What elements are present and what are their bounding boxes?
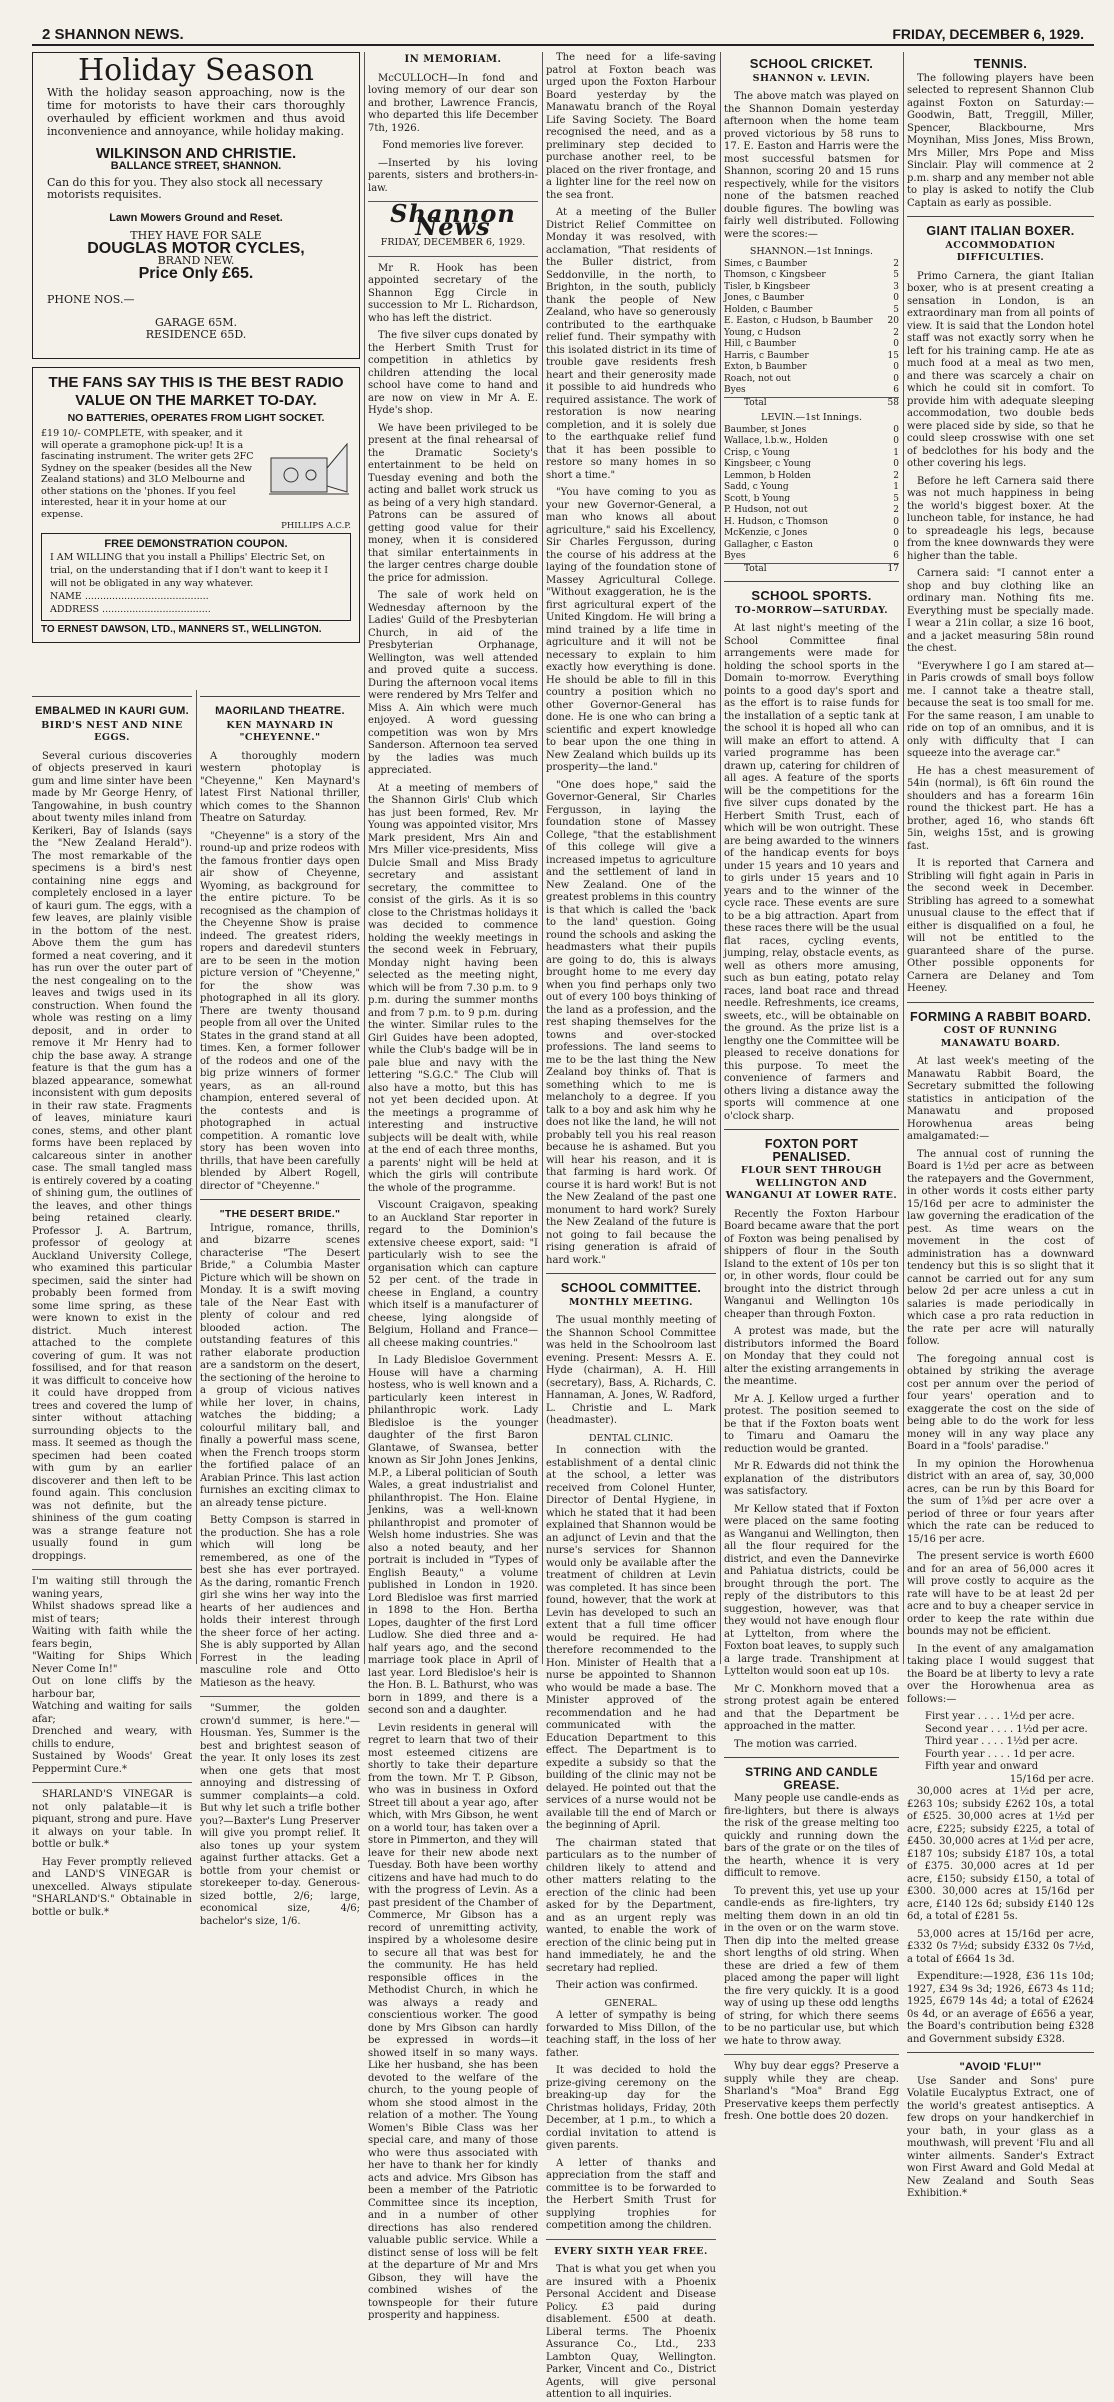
score-row: Crisp, c Young 1 — [724, 447, 899, 458]
news-p2: The five silver cups donated by the Herbert Smith Trust for competition in athletics by children attending the local school have come to hand and are now on view in Mr A. E. Hyde's shop. — [368, 330, 538, 416]
maoriland-p2: "Cheyenne" is a story of the round-up and prize rodeos with the famous frontier days open air show of Cheyenne, Wyoming, as background for the entire picture. To be recognised as the champion of the Cheyenne Show is praise indeed. The greatest riders, ropers and daredevil stunters are to be seen in the motion picture version of "Cheyenne," for the show was photographed in all its glory. There are twenty thousand people from all over the United States in the grand stand at all times. Ken, a former follower of the rodeos and one of the big prize winners of former years, as an all-round champion, entered several of the contests and is photographed in actual competition. A romantic love story has been woven into thrills, that have been carefully blended by Albert Rogell, director of "Cheyenne." — [200, 830, 360, 1192]
committee-p6: It was decided to hold the prize-giving ceremony on the breaking-up day for the Christmas holidays, Friday, 20th December, at 1 p.m., to which a cordial invitation to attend is given parents. — [546, 2065, 716, 2151]
egg-preserver-ad: Why buy dear eggs? Preserve a supply while they are cheap. Sharland's "Moa" Brand Egg Preservative keeps them perfectly fresh. One bottle does 20 dozen. — [724, 2061, 899, 2122]
holiday-ad — [32, 52, 360, 359]
score-row: Tisler, b Kingsbeer 3 — [724, 281, 899, 292]
coupon-body: I AM WILLING that you install a Phillips' Electric Set, on trial, on the understanding that if I don't want to keep it I will not be obligated in any way whatever. — [50, 551, 329, 589]
foxton-p6: Mr C. Monkhorn moved that a strong protest again be entered and that the Department be approached in the matter. — [724, 1683, 899, 1732]
score-row: Harris, c Baumber 15 — [724, 350, 899, 361]
poem-line: "Waiting for Ships Which Never Come In!" — [32, 1651, 192, 1675]
maoriland-subhead: KEN MAYNARD IN "CHEYENNE." — [226, 719, 334, 743]
sports-subhead: TO-MORROW—SATURDAY. — [734, 604, 889, 616]
score-row: Sadd, c Young 1 — [724, 482, 899, 492]
score-row: Kingsbeer, c Young 0 — [724, 459, 899, 469]
shannon-news-nameplate: Shannon News — [390, 199, 516, 241]
rate-row: Fifth year and onward — [925, 1761, 1039, 1772]
foxton-p1: Recently the Foxton Harbour Board became aware that the port of Foxton was being penalised by shippers of flour in the South Island to the extent of 10s per ton or, in other words, flour could be brought into the district through Wanganui and Wellington 10s cheaper than through Foxton. — [724, 1208, 899, 1320]
flu-headline: "AVOID 'FLU!'" — [907, 2052, 1094, 2074]
rate-schedule — [907, 1711, 1094, 1786]
radio-ad — [32, 367, 360, 644]
foxton-p5: Mr Kellow stated that if Foxton were placed on the same footing as Wanganui and Wellington, then all the flour required for the district, and even the Dannevirke and Pahiatua districts, could be brought through the port. The reply of the distributors to this suggestion, however, was that they would not have enough flour at Lyttelton, from where the Foxton boat leaves, to supply such a large trade. Transhipment at Lyttelton would soon eat up 10s. — [724, 1503, 899, 1677]
score-row: Lemmon, b Holden 2 — [724, 470, 899, 481]
committee-p4: Their action was confirmed. — [556, 1980, 698, 1991]
rabbit-p7: 30,000 acres at 1½d per acre, £263 10s; subsidy £262 10s, a total of £525. 30,000 acres at 1½d per acre, £225; subsidy £225, a total of £450. 30,000 acres at 1½d per acre, £187 10s; subsidy £187 10s, a total of £375. 30,000 acres at 1d per acre, £150; subsidy £150, a total of £300. 30,000 acres at 15/16d per acre, £140 12s 6d; subsidy £140 12s 6d, a total of £281 5s. — [907, 1786, 1094, 1922]
col4-p2: At a meeting of the Buller District Relief Committee on Monday it was resolved, with acclamation, "That residents of the Buller district, from Seddonville, in the north, to Brighton, in the south, publicly thank the people of New Zealand, who have so generously contributed to the earthquake relief fund. Their sympathy with this isolated district in its time of trouble gave residents fresh heart and their generosity made it possible to aid hundreds who required assistance. The work of restoration is now nearing completion, and it is solely due to the earthquake relief fund that it has been possible to restore so many homes in so short a time." — [546, 207, 716, 481]
flu-ad: Use Sander and Sons' pure Volatile Eucalyptus Extract, one of the world's greatest antiseptics. A few drops on your handkerchief in your bath, in your glass as a mouthwash, will prevent 'Flu and all winter ailments. Sander's Extract won First Award and Gold Medal at New Zealand and South Seas Exhibition.* — [907, 2075, 1094, 2199]
holiday-price: Price Only £65. — [138, 264, 254, 282]
holiday-cycles: DOUGLAS MOTOR CYCLES, — [87, 239, 305, 257]
rabbit-headline: FORMING A RABBIT BOARD. — [907, 1002, 1094, 1024]
rabbit-p9: Expenditure:—1928, £36 11s 10d; 1927, £34 9s 3d; 1926, £673 4s 11d; 1925, £679 14s 4d; a total of £2624 0s 4d, or an average of £656 a year, the Board's contribution being £328 and Government subsidy £328. — [907, 1971, 1094, 2045]
rabbit-p3: The foregoing annual cost is obtained by striking the average cost per annum over the period of four years' operation and to exaggerate the cost on the side of being able to do the work for less money will in any way place any Board in a "fools' paradise." — [907, 1353, 1094, 1452]
rate-row: First year . . . . 1½d per acre. — [925, 1711, 1075, 1722]
news-p3: We have been privileged to be present at the final rehearsal of the Dramatic Society's entertainment to be held on Tuesday evening and both the acting and ballet work struck us as being of a very high standard. Patrons can be assured of getting good value for their money, when it is considered that similar entertainments in the larger centres charge double the price for admission. — [368, 422, 538, 584]
score-row: Roach, not out 0 — [724, 373, 899, 384]
score-row: Exton, b Baumber 0 — [724, 362, 899, 372]
boxer-p4: "Everywhere I go I am stared at—in Paris crowds of small boys follow me. I cannot take a theatre stall, because the seat is too small for me. For the same reason, I am unable to ride on top of an omnibus, and it is only with difficulty that I can squeeze into the average car." — [907, 660, 1094, 759]
coupon-title: FREE DEMONSTRATION COUPON. — [104, 537, 288, 550]
kauri-headline: EMBALMED IN KAURI GUM. — [32, 696, 192, 718]
poem-line: I'm waiting still through the waning years, — [32, 1576, 192, 1600]
school-committee-headline: SCHOOL COMMITTEE. — [546, 1273, 716, 1295]
news-p7: In Lady Bledisloe Government House will have a charming hostess, who is well known and a particularly keen interest in philanthropic work. Lady Bledisloe is the younger daughter of the first Baron Glantawe, of Swansea, better known as Sir John Jones Jenkins, M.P., a Liberal politician of South Wales, a great industrialist and philanthropist. The Hon. Elaine Jenkins, was a well-known philanthropist and promoter of Welsh home industries. She was also a noted beauty, and her portrait is included in "Types of English Beauty," a volume published in London in 1920. Lord Bledisloe was first married in 1898 to the Hon. Bertha Lopes, daughter of the first Lord Ludlow. She died three and a-half years ago, and the second marriage took place in April of last year. Lord Bledisloe's heir is the Hon. B. L. Bathurst, who was born in 1899, and there is a second son and a daughter. — [368, 1355, 538, 1716]
score-row: Gallagher, c Easton 0 — [724, 539, 899, 550]
score-row: McKenzie, c Jones 0 — [724, 528, 899, 538]
boxer-p1: Primo Carnera, the giant Italian boxer, who is at present creating a sensation in London, is an extraordinary man from all points of view. It is said that the London hotel staff was not exactly sorry when he left for his training camp. He ate as much food at a meal as two men, and there was scarcely a chair on which he could sit in comfort. To provide him with adequate sleeping accommodation, two double beds were placed side by side, so that he could sleep crosswise with one set of bedclothes for his body and the other covering his legs. — [907, 270, 1094, 469]
column-6 — [907, 52, 1094, 2199]
desert-p1: Intrigue, romance, thrills, and bizarre scenes characterise "The Desert Bride," a Columbia Master Picture which will be shown on Monday. It is a swift moving tale of the Near East with plenty of colour and red blooded action. The outstanding features of this rather elaborate production are a sandstorm on the desert, the sectioning of the heroine to a group of vicious natives while her lover, in chains, watches the bidding; a colourful military ball, and finally a powerful mass scene, when the French troops storm the fortified palace of an Arabian Prince. This last action furnishes an exciting climax to an already tense picture. — [200, 1222, 360, 1509]
boxer-p2: Before he left Carnera said there was not much happiness in being the world's biggest boxer. At the luncheon table, for instance, he had to spreadeagle his legs, because from the knee downwards they were higher than the table. — [907, 475, 1094, 562]
score-row: Byes 6 — [724, 385, 899, 395]
column-4 — [546, 52, 716, 2400]
cricket-subhead: SHANNON v. LEVIN. — [752, 72, 871, 84]
holiday-residence: RESIDENCE 65D. — [145, 328, 247, 341]
tennis-p1: The following players have been selected to represent Shannon Club against Foxton on Saturday:—Goodwin, Batt, Treggill, Miller, Spencer, Blackbourne, Mrs Moynihan, Miss Jones, Miss Brown, Mrs Miller, Mrs Pope and Miss Sinclair. Play will commence at 2 p.m. sharp and any member not able to play is asked to notify the Club Captain as early as possible. — [907, 72, 1094, 209]
rabbit-p4: In my opinion the Horowhenua district with an area of, say, 30,000 acres, can be run by this Board for the sum of 1⅝d per acre over a period of three or four years after which the rate can be reduced to 15/16 per acre. — [907, 1458, 1094, 1545]
poem-line: Drenched and weary, with chills to endure, — [32, 1726, 192, 1750]
boxer-headline: GIANT ITALIAN BOXER. — [907, 216, 1094, 238]
poem-line: Sustained by Woods' Great Peppermint Cure.* — [32, 1751, 192, 1775]
memoriam-p3: —Inserted by his loving parents, sisters and brothers-in-law. — [368, 157, 538, 194]
col4-p1: The need for a life-saving patrol at Foxton beach was urged upon the Foxton Harbour Board yesterday by the Manawatu branch of the Royal Life Saving Society. The Board recognised the need, and as a preliminary step decided to purchase another reel, to be placed on the river frontage, and a lighter line for the reel now on the sea front. — [546, 52, 716, 201]
boxer-p3: Carnera said: "I cannot enter a shop and buy clothing like an ordinary man. Nothing fits me. Everything must be specially made. I wear a 21in collar, a size 16 boot, and a jacket measuring 58in round the chest. — [907, 568, 1094, 654]
poem-line: Waiting with faith while the fears begin, — [32, 1626, 192, 1650]
rabbit-p6: In the event of any amalgamation taking place I would suggest that the Board be at liberty to levy a rate over the Horowhenua area as follows:— — [907, 1643, 1094, 1705]
col4-p4: "One does hope," said the Governor-General, Sir Charles Fergusson, in laying the foundation stone of Massey College, "that the establishment of this college will give a increased impetus to agriculture and the settlement of land in New Zealand. One of the greatest problems in this country is that which is called the 'back to the land' question. Going round the schools and asking the headmasters what their pupils are going to do, this is always brought home to me every day when you find perhaps only two out of every 100 boys thinking of the land as a profession, and the rest shaping themselves for the towns and over-stocked professions. The land seems to me to be the last thing the New Zealand boy thinks of. That is something which to me is melancholy to a degree. If you talk to a boy and ask him why he does not like the land, he will not probably tell you his real reason because he is ashamed. But you will hear his reason, and it is that farming is hard work. Of course it is hard work! But is not the New Zealand of the past one monument to hard work? Surely the New Zealand of the future is not going to fail because the rising generation is afraid of hard work." — [546, 779, 716, 1266]
score-row: Byes 6 — [724, 551, 899, 561]
radio-sub: NO BATTERIES, OPERATES FROM LIGHT SOCKET. — [67, 411, 325, 424]
holiday-body: With the holiday season approaching, now is the time for motorists to have their cars thoroughly overhauled by efficient workmen and thus avoid inconvenience and annoyance, while holiday making. — [47, 85, 345, 138]
column-3 — [368, 52, 538, 2321]
tennis-headline: TENNIS. — [973, 56, 1028, 71]
holiday-phone: PHONE NOS.— — [47, 293, 135, 306]
column-2-lower — [200, 690, 360, 1927]
radio-body: £19 10/- COMPLETE, with speaker, and it will operate a gramophone pick-up! It is a fascinating instrument. The writer gets 2FC Sydney on the speaker (besides all the New Zealand stations) and 3LO Melbourne and other stations on the 'phones. If you feel interested, hear it in your home at our expense. — [41, 428, 254, 520]
boxer-subhead: ACCOMMODATION DIFFICULTIES. — [945, 239, 1056, 263]
holiday-title: Holiday Season — [78, 53, 314, 88]
cricket-p1: The above match was played on the Shannon Domain yesterday afternoon when the home team proved victorious by 58 runs to 17. E. Easton and Harris were the most successful batsmen for Shannon, scoring 20 and 15 runs respectively, while for the visitors none of the batsmen reached double figures. The bowling was fairly well distributed. Following were the scores:— — [724, 91, 899, 240]
score-row: Young, c Hudson 2 — [724, 327, 899, 338]
news-p6: Viscount Craigavon, speaking to an Auckland Star reporter in regard to the Dominion's extensive cheese export, said: "I particularly wish to see the organisation which can capture 52 per cent. of the trade in cheese in England, a country which itself is a manufacturer of cheese, lying alongside of Belgium, Holland and France—all cheese making countries." — [368, 1200, 538, 1349]
score-row: Wallace, l.b.w., Holden 0 — [724, 436, 899, 446]
committee-p2: In connection with the establishment of a dental clinic at the school, a letter was received from Colonel Hunter, Director of Dental Hygiene, in which he stated that it had been explained that Shannon would be an adjunct of Levin and that the nurse's services for Shannon would only be available after the treatment of children at Levin was completed. It has since been found, however, that the work at Levin has developed to such an extent that a full time officer would be required. He had therefore recommended to the Hon. Minister of Health that a nurse be appointed to Shannon who would be made a base. The Minister approved of the recommendation and he had communicated with the Education Department to this effect. The Department is to expedite a subsidy so that the building of the clinic may not be delayed. He pointed out that the services of a nurse would not be available till the end of March or the beginning of April. — [546, 1445, 716, 1831]
memoriam-p1: McCULLOCH—In fond and loving memory of our dear son and brother, Lawrence Francis, who departed this life December 7th, 1926. — [368, 72, 538, 134]
holiday-firm: WILKINSON AND CHRISTIE. — [95, 144, 297, 162]
shannon-innings-head: SHANNON.—1st Innings. — [749, 246, 874, 257]
demo-coupon — [41, 533, 351, 621]
cricket-headline: SCHOOL CRICKET. — [749, 56, 874, 71]
score-row: E. Easton, c Hudson, b Baumber 20 — [724, 316, 899, 326]
ad-column-top — [32, 52, 360, 672]
score-row: Thomson, c Kingsbeer 5 — [724, 270, 899, 280]
grease-headline: STRING AND CANDLE GREASE. — [724, 1757, 899, 1791]
lung-preserver-ad: "Summer, the golden crown'd summer, is here."—Housman. Yes, Summer is the best and brightest season of the year. It only loses its zest when one gets that most annoying and distressing of summer complaints—a cold. But why let such a trifle bother you?—Baxter's Lung Preserver will give you prompt relief. It also tones up your system against further attacks. Get a bottle from your chemist or storekeeper to-day. Generous-sized bottle, 2/6; large, economical size, 4/6; bachelor's size, 1/6. — [200, 1703, 360, 1927]
holiday-sale: THEY HAVE FOR SALE — [130, 229, 262, 242]
school-committee-subhead: MONTHLY MEETING. — [569, 1296, 693, 1308]
coupon-name: NAME ......................................... — [50, 590, 209, 602]
rabbit-p2: The annual cost of running the Board is 1½d per acre as between the ratepayers and the Government, in other words it costs either party 15/16d per acre to administer the law governing the eradication of the pest. As time wears on the movement in the cost of administration has a downward tendency but this is so slight that it cannot be carried out for any sum below 2d per acre unless a cut in salaries is made periodically in which case a pro rata reduction in the rate per acre will naturally follow. — [907, 1148, 1094, 1347]
hayfever-ad: Hay Fever promptly relieved and LAND'S VINEGAR is unexcelled. Always stipulate "SHARLAND'S." Obtainable in bottle or bulk.* — [32, 1856, 192, 1918]
levin-scorecard — [724, 425, 899, 576]
score-row: Baumber, st Jones 0 — [724, 424, 899, 435]
committee-p3: The chairman stated that particulars as to the number of children likely to attend and other matters relating to the erection of the clinic had been asked for by the Department, and as an urgent reply was wanted, to enable the work of erection of the clinic being put in hand immediately, he and the secretary had replied. — [546, 1837, 716, 1974]
holiday-line: Can do this for you. They also stock all necessary motorists requisites. — [47, 175, 323, 201]
holiday-mowers: Lawn Mowers Ground and Reset. — [109, 211, 283, 224]
score-row: Scott, b Young 5 — [724, 493, 899, 504]
committee-p1: The usual monthly meeting of the Shannon School Committee was held in the Schoolroom last evening. Present: Messrs A. E. Hyde (chairman), A. H. Hill (secretary), Bass, A. Richards, C. Hannaman, A. Jones, W. Radford, L. Christie and L. Mark (headmaster). — [546, 1315, 716, 1426]
grease-p2: To prevent this, yet use up your candle-ends as fire-lighters, try melting them down in an old tin in the oven or on the warm stove. Then dip into the melted grease short lengths of old string. When these are dried a few of them placed among the paper will light the fire very quickly. It is a good way of using up these odd lengths of string, for which there seems to be no particular use, but which we hate to throw away. — [724, 1885, 899, 2047]
rabbit-p5: The present service is worth £600 and for an area of 56,000 acres it will prove costly to acquire as the rate will have to be at least 2d per acre and to buy a cheaper service in order to keep the rate within due bounds may not be efficient. — [907, 1551, 1094, 1637]
column-1-lower — [32, 690, 192, 1918]
boxer-p5: He has a chest measurement of 54in (normal), is 6ft 6in round the shoulders and has a forearm 16in round the thickest part. He has a brother, aged 16, who stands 6ft 5in, weighs 15st, and is growing fast. — [907, 765, 1094, 852]
col4-p3: "You have coming to you as your new Governor-General, a man who knows all about agriculture," said his Excellency, Sir Charles Fergusson, during the course of his address at the laying of the foundation stone of Massey Agricultural College. "Without exaggeration, he is the first agricultural expert of the United Kingdom. He will bring a mind trained by a life time in agriculture and it will not be necessary to explain to him exactly how everything is done. He should be able to fill in this country a position which no other Governor-General has done. He is one who can bring a scientific and expert knowledge to bear upon the one thing in New Zealand which builds up its prosperity—the land." — [546, 487, 716, 773]
sharland-ad: SHARLAND'S VINEGAR is not only palatable—it is piquant, strong and pure. Have it always on your table. In bottle or bulk.* — [32, 1789, 192, 1850]
news-p1: Mr R. Hook has been appointed secretary of the Shannon Egg Circle in succession to Mr L. Richardson, who has left the district. — [368, 262, 538, 324]
sports-headline: SCHOOL SPORTS. — [724, 581, 899, 603]
foxton-headline: FOXTON PORT PENALISED. — [724, 1129, 899, 1163]
radio-headline: THE FANS SAY THIS IS THE BEST RADIO VALUE ON THE MARKET TO-DAY. — [48, 373, 344, 409]
score-row: P. Hudson, not out 2 — [724, 505, 899, 515]
kauri-subhead: BIRD'S NEST AND NINE EGGS. — [41, 719, 183, 743]
radio-set-illustration — [265, 430, 351, 500]
rabbit-p1: At last week's meeting of the Manawatu Rabbit Board, the Secretary submitted the following statistics in anticipation of the Manawatu and proposed Horowhenua areas being amalgamated:— — [907, 1056, 1094, 1142]
column-5 — [724, 52, 899, 2122]
rabbit-p8: 53,000 acres at 15/16d per acre, £332 0s 7½d; subsidy £332 0s 7½d, a total of £664 1s 3d. — [907, 1928, 1094, 1965]
foxton-p4: Mr R. Edwards did not think the explanation of the distributors was satisfactory. — [724, 1461, 899, 1497]
foxton-subhead: FLOUR SENT THROUGH WELLINGTON AND WANGANUI AT LOWER RATE. — [725, 1165, 898, 1201]
dental-clinic-head: DENTAL CLINIC. — [588, 1432, 674, 1444]
insurance-ad: That is what you get when you are insured with a Phoenix Personal Accident and Disease Policy. £3 paid during disablement. £500 at death. Liberal terms. The Phoenix Assurance Co., Ltd., 233 Lambton Quay, Wellington. Parker, Vincent and Co., District Agents, will give personal attention to all inquiries. — [546, 2264, 716, 2400]
kauri-body: Several curious discoveries of objects preserved in kauri gum and lime sinter have been made by Mr George Henry, of Tangowahine, in bush country about twenty miles inland from Kerikeri, Bay of Islands (says the "New Zealand Herald"). The most remarkable of the specimens is a bird's nest containing nine eggs and completely enclosed in a layer of kauri gum. The eggs, with a few leaves, are plainly visible in the bottom of the nest. Above them the gum has formed a neat covering, and it has run over the outer part of the nest congealing on to the leaves and twigs used in its construction. When found the whole was resting on a limy deposit, and in order to remove it Mr Henry had to chip the base away. A strange feature is that the gum has a blazed appearance, somewhat inconsistent with gum deposits in their raw state. Fragments of leaves, miniature kauri cones, stems, and other plant forms have been replaced by calcareous sinter in another case. The small tangled mass is entirely covered by a coating of shining gum, the outlines of the leaves, and other things being retained clearly. Professor J. A. Bartrum, professor of geology at Auckland University College, who examined this particular specimen, said the sinter had probably been formed from some lime spring, as these were known to exist in the district. Much interest attached to the complete covering of gum. It was not fossilised, and for that reason it was difficult to conceive how it could have dropped from trees and covered the lump of sinter without attaching surrounding objects to the mass. It seemed as though the specimen had been coated with gum by an earlier discoverer and then left to be found again. This conclusion was not definite, but the shininess of the gum coating was a strange feature not usually found in gum droppings. — [32, 750, 192, 1562]
sports-p1: At last night's meeting of the School Committee final arrangements were made for holding the school sports in the Domain to-morrow. Everything points to a good day's sport and as the effort is to raise funds for the installation of a septic tank at the school it is hoped all who can will make an effort to attend. A varied programme has been drawn up, catering for children of all ages. A feature of the sports will be the competitions for the five silver cups donated by the Herbert Smith Trust, each of which will be won outright. These are being awarded to the winners of the handicap events for boys under 15 years and 10 years and to girls under 15 years and 10 years and to the winner of the cycle race. These events are sure to be a big attraction. Apart from these races there will be the usual flat races, cycling events, jumping, relay, obstacle events, as well as others more amusing, such as bun eating, potato relay races, land boat race and thread needle. Refreshments, ice creams, sweets, etc., will be obtainable on the ground. As the prize list is a lengthy one the Committee will be pleased to receive donations for this purpose. To meet the convenience of farmers and others living a distance away the sports will commence at one o'clock sharp. — [724, 623, 899, 1122]
rate-row: Fourth year . . . . 1d per acre. — [925, 1748, 1075, 1760]
page-masthead — [32, 22, 1094, 46]
score-row: Jones, c Baumber 0 — [724, 293, 899, 303]
memoriam-p2: Fond memories live forever. — [382, 140, 524, 151]
rabbit-subhead: COST OF RUNNING MANAWATU BOARD. — [940, 1025, 1061, 1049]
desert-headline: "THE DESERT BRIDE." — [200, 1199, 360, 1221]
maoriland-headline: MAORILAND THEATRE. — [200, 696, 360, 718]
rate-row: Second year . . . . 1½d per acre. — [925, 1723, 1088, 1735]
score-total: Total 58 — [724, 397, 899, 410]
committee-p5: A letter of sympathy is being forwarded to Miss Dillon, of the teaching staff, in the loss of her father. — [546, 2010, 716, 2059]
news-p4: The sale of work held on Wednesday afternoon by the Ladies' Guild of the Presbyterian Church, in aid of the Presbyterian Orphanage, Wellington, was well attended and proved quite a success. During the afternoon vocal items were rendered by Mrs Telfer and Miss A. Ain which were much enjoyed. A word guessing competition was won by Mrs Sanderson. Afternoon tea served by the ladies was much appreciated. — [368, 590, 538, 776]
peppermint-poem — [32, 1576, 192, 1776]
radio-footer: TO ERNEST DAWSON, LTD., MANNERS ST., WELLINGTON. — [41, 623, 322, 635]
poem-line: Watching and waiting for sails afar; — [32, 1701, 192, 1725]
coupon-address: ADDRESS .................................... — [50, 603, 211, 615]
levin-innings-head: LEVIN.—1st Innings. — [761, 412, 862, 423]
poem-line: Whilst shadows spread like a mist of tears; — [32, 1601, 192, 1625]
insurance-headline: EVERY SIXTH YEAR FREE. — [554, 2245, 708, 2257]
page-date: FRIDAY, DECEMBER 6, 1929. — [892, 26, 1084, 42]
holiday-address: BALLANCE STREET, SHANNON. — [110, 160, 282, 172]
foxton-p2: A protest was made, but the distributors informed the Board on Monday that they could not alter the existing arrangements in the meantime. — [724, 1326, 899, 1387]
score-total: Total 17 — [724, 563, 899, 576]
general-head: GENERAL. — [604, 1997, 658, 2009]
rate-row: Third year . . . . 1½d per acre. — [925, 1736, 1078, 1747]
news-p5: At a meeting of members of the Shannon Girls' Club which has just been formed, Rev. Mr Young was appointed visitor, Mrs Mark president, Mrs Ain and Mrs Miller vice-presidents, Miss Dulcie Small and Miss Brady secretary and assistant secretary, the committee to consist of the girls. As it is so close to the Christmas holidays it was decided to commence holding the weekly meetings in the second week in February, Monday night having been selected as the meeting night, which will be from 7.30 p.m. to 9 p.m. during the summer months and from 7 p.m. to 9 p.m. during the winter. Similar rules to the Girl Guides have been adopted, while the Club's badge will be in pale blue and navy with the lettering "S.G.C." The Club will also have a motto, but this has not yet been decided upon. At the meetings a programme of interesting and instructive subjects will be dealt with, while at the end of each three months, a parents' night will be held at which the girls will contribute the whole of the programme. — [368, 782, 538, 1194]
news-p8: Levin residents in general will regret to learn that two of their most esteemed citizens are shortly to take their departure from the town. Mr T. P. Gibson, who was in business in Oxford Street till about a year ago, after which, with Mrs Gibson, he went on a world tour, has taken over a store in Pimmerton, and they will leave for their new abode next Tuesday. Both have been worthy citizens and have had much to do with the progress of Levin. As a past president of the Chamber of Commerce, Mr Gibson has a record of unremitting activity, inspired by a wholesome desire to secure all that was best for the community. He has held responsible offices in the Methodist Church, in which he was always a ready and conscientious worker. The good done by Mrs Gibson can hardly be expressed in words—it showed itself in so many ways. Like her husband, she has been devoted to the welfare of the church, to the young people of whom she stood almost in the relation of a mother. The Young Women's Bible Class was her special care, and many of those who were thus associated with her have to thank her for kindly acts and advice. Mrs Gibson has been a member of the Patriotic Committee since its inception, and in a number of other directions has also rendered valuable public service. While a distinct sense of loss will be felt at the departure of Mr and Mrs Gibson, they will have the combined wishes of the townspeople for their future prosperity and happiness. — [368, 1722, 538, 2321]
poem-line: Out on lone cliffs by the harbour bar, — [32, 1676, 192, 1700]
shannon-scorecard — [724, 259, 899, 410]
foxton-p3: Mr A. J. Kellow urged a further protest. The position seemed to be that if the Foxton boats went to Timaru and Oamaru the reduction would be granted. — [724, 1393, 899, 1455]
foxton-p7: The motion was carried. — [734, 1738, 858, 1750]
score-row: H. Hudson, c Thomson 0 — [724, 516, 899, 527]
score-row: Simes, c Baumber 2 — [724, 258, 899, 269]
rate-row: 15/16d per acre. — [1009, 1773, 1094, 1785]
maoriland-p1: A thoroughly modern western photoplay is "Cheyenne," Ken Maynard's latest First National thriller, which comes to the Shannon Theatre on Saturday. — [200, 750, 360, 824]
page-label: 2 SHANNON NEWS. — [42, 26, 184, 43]
holiday-garage: GARAGE 65M. — [154, 315, 238, 329]
memoriam-headline: IN MEMORIAM. — [404, 54, 502, 65]
holiday-new: BRAND NEW. — [157, 254, 235, 267]
radio-caption: PHILLIPS A.C.P. — [281, 521, 351, 531]
score-row: Hill, c Baumber 0 — [724, 339, 899, 349]
desert-p2: Betty Compson is starred in the production. She has a role which will long be remembered, as one of the best she has ever portrayed. As the daring, romantic French girl she wins her way into the hearts of her audiences and holds their interest through the sheer force of her acting. She is ably supported by Allan Forrest in the leading masculine role and Otto Matieson as the heavy. — [200, 1515, 360, 1689]
boxer-p6: It is reported that Carnera and Stribling will fight again in Paris in the second week in December. Stribling has agreed to a somewhat unusual clause to the effect that if either is disqualified on a foul, he will not be entitled to the guaranteed share of the purse. Other possible opponents for Carnera are Delaney and Tom Heeney. — [907, 858, 1094, 994]
editorial-dateline: FRIDAY, DECEMBER 6, 1929. — [380, 237, 526, 248]
grease-p1: Many people use candle-ends as fire-lighters, but there is always the risk of the grease melting too quickly and running down the bars of the grate or on the tiles of the hearth, whence it is very difficult to remove. — [724, 1793, 899, 1879]
committee-p7: A letter of thanks and appreciation from the staff and committee is to be forwarded to the Herbert Smith Trust for supplying trophies for competition among the children. — [546, 2157, 716, 2231]
score-row: Holden, c Baumber 5 — [724, 304, 899, 315]
